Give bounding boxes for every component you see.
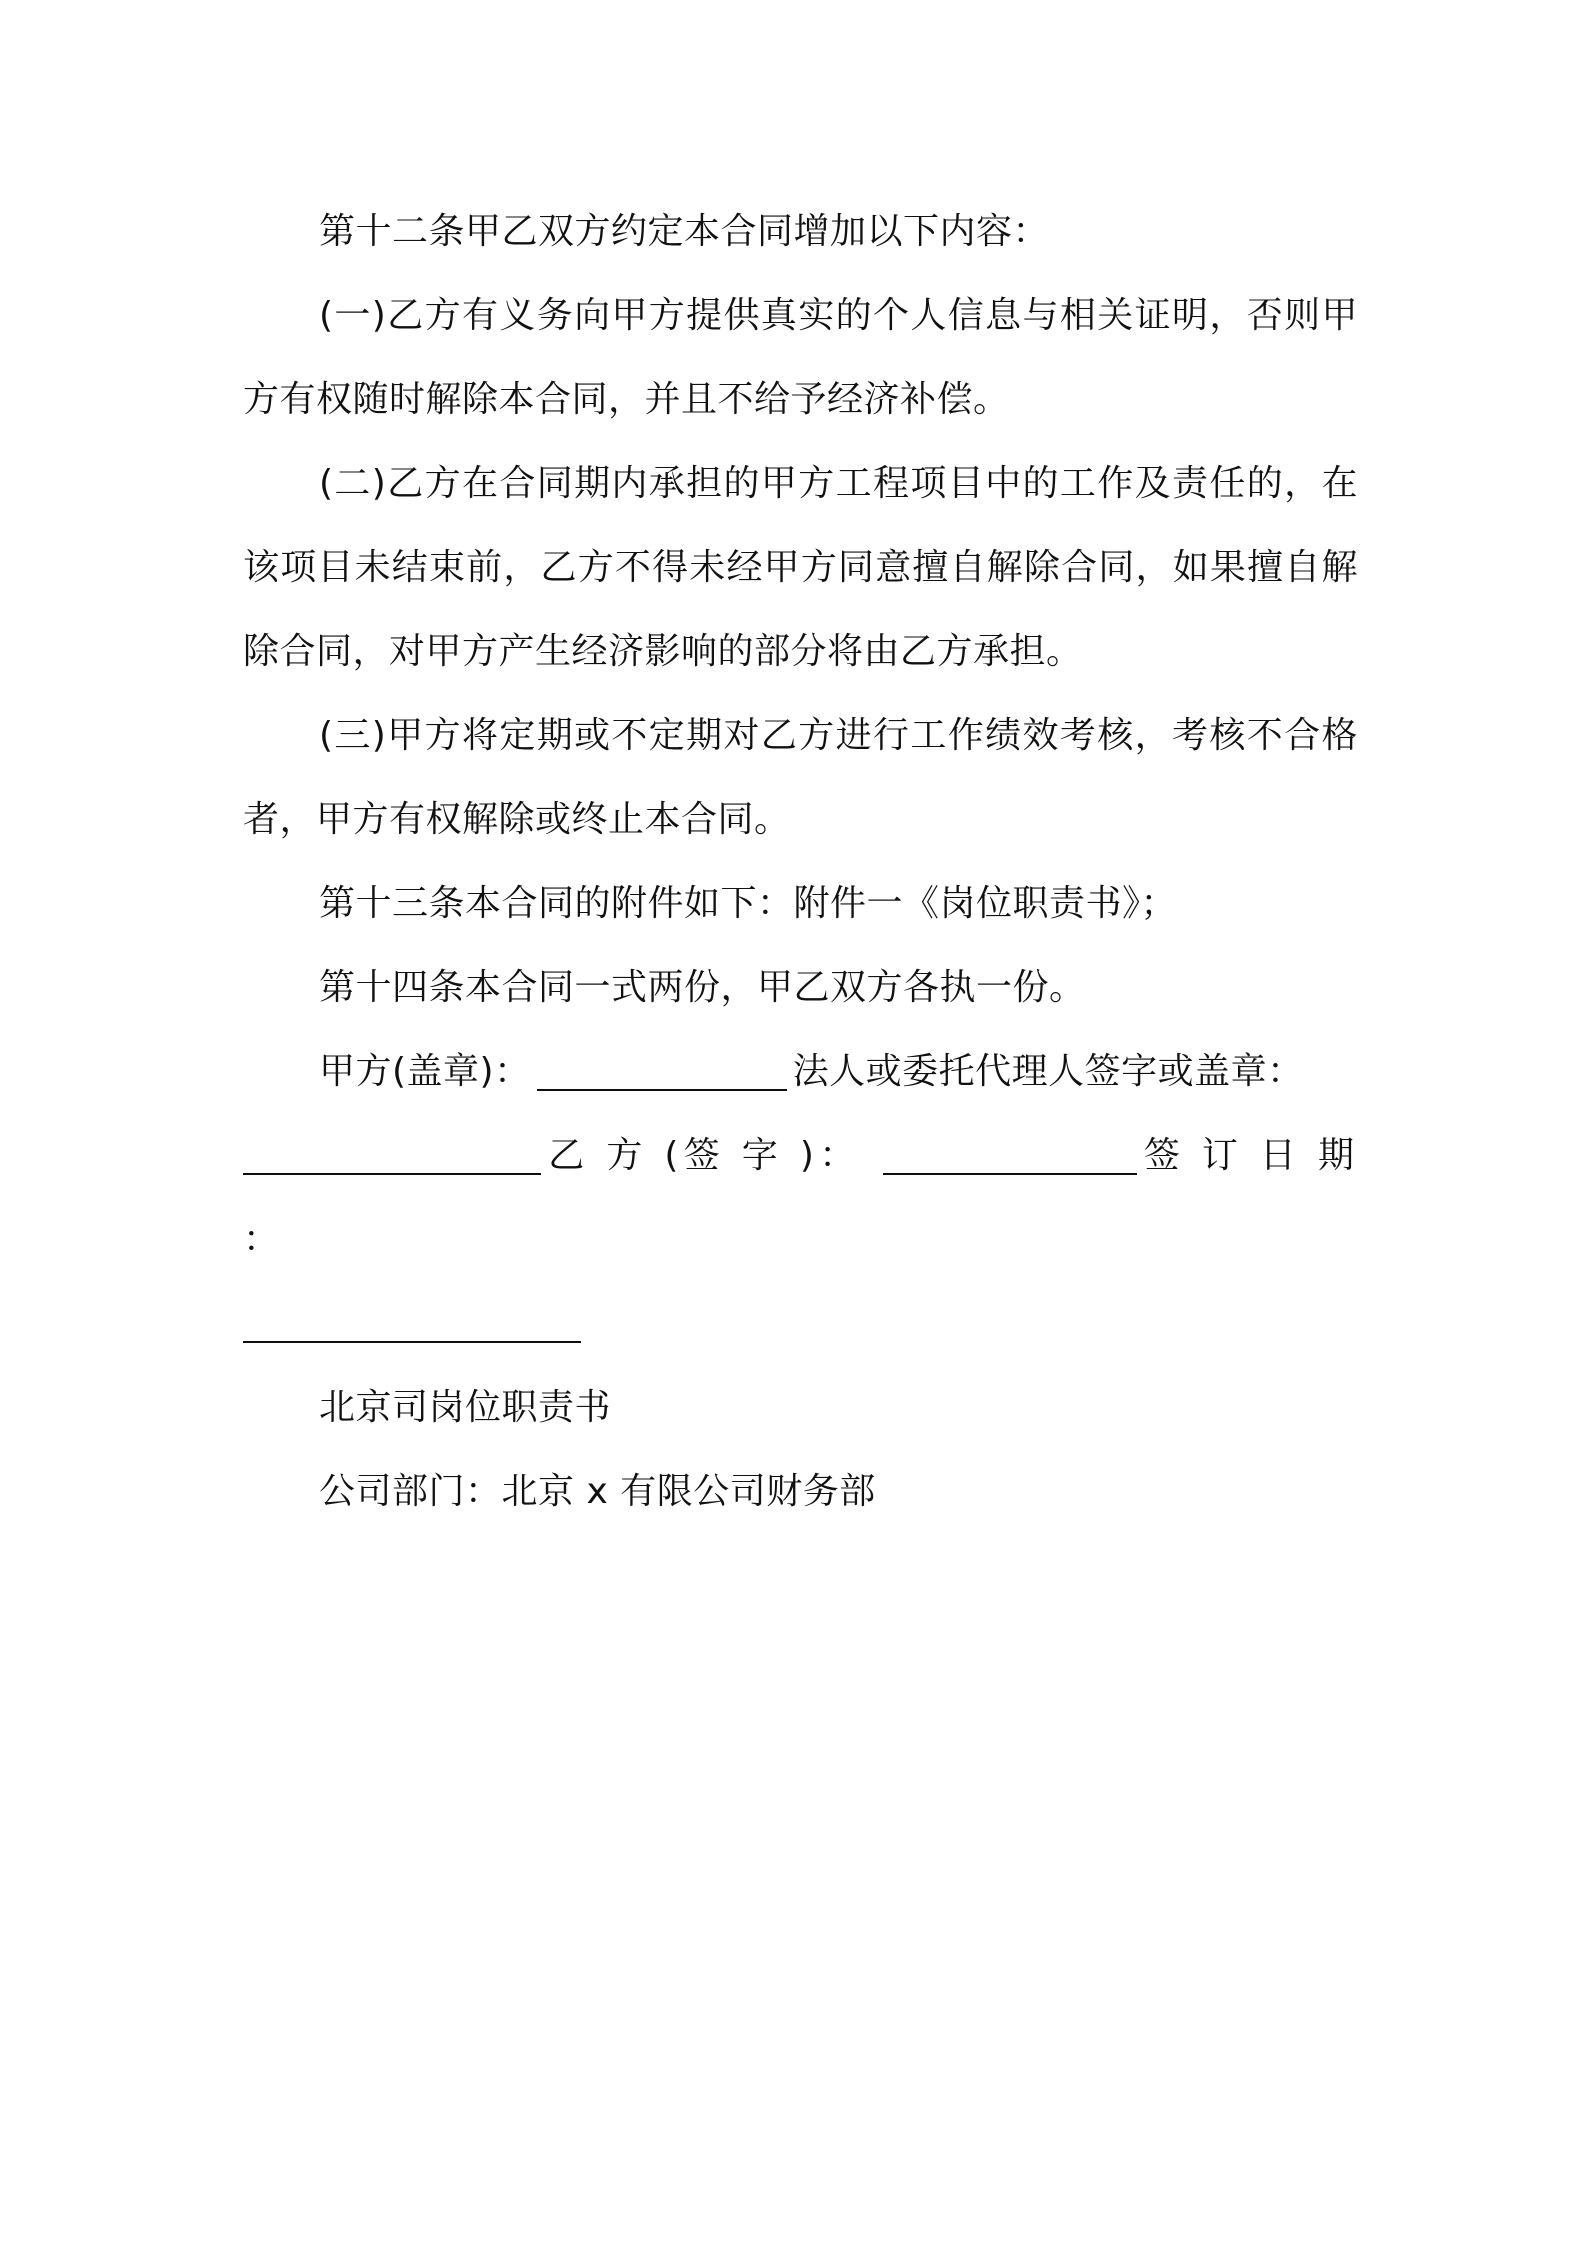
department-line: 公司部门：北京 x 有限公司财务部 bbox=[319, 1471, 876, 1512]
signature-line-3 bbox=[243, 1282, 1358, 1366]
legal-rep-blank bbox=[243, 1127, 541, 1175]
article-13: 第十三条本合同的附件如下：附件一《岗位职责书》； bbox=[319, 883, 1178, 924]
article-12-clause-1: (一)乙方有义务向甲方提供真实的个人信息与相关证明，否则甲方有权随时解除本合同，并且不给予经济补偿。 bbox=[243, 295, 1358, 420]
article-12-heading: 第十二条甲乙双方约定本合同增加以下内容： bbox=[319, 211, 1050, 252]
appendix-title: 北京司岗位职责书 bbox=[319, 1387, 612, 1428]
article-14: 第十四条本合同一式两份，甲乙双方各执一份。 bbox=[319, 967, 1086, 1008]
document-body bbox=[243, 190, 1358, 1534]
party-a-label: 甲方(盖章)： bbox=[319, 1051, 531, 1092]
party-b-label: 乙 方 (签 字 )： bbox=[547, 1135, 861, 1176]
sign-date-label: 签 订 日 期 ： bbox=[243, 1135, 1358, 1260]
signature-block bbox=[243, 1030, 1358, 1366]
article-12-clause-3: (三)甲方将定期或不定期对乙方进行工作绩效考核，考核不合格者，甲方有权解除或终止本合同。 bbox=[243, 715, 1358, 840]
party-a-blank bbox=[537, 1043, 787, 1091]
legal-rep-label: 法人或委托代理人签字或盖章： bbox=[792, 1051, 1304, 1092]
signature-line-2 bbox=[243, 1114, 1358, 1282]
sign-date-blank bbox=[243, 1295, 581, 1343]
article-12-clause-2: (二)乙方在合同期内承担的甲方工程项目中的工作及责任的，在该项目未结束前，乙方不得未经甲方同意擅自解除合同，如果擅自解除合同，对甲方产生经济影响的部分将由乙方承担。 bbox=[243, 463, 1358, 672]
party-b-blank bbox=[883, 1127, 1137, 1175]
